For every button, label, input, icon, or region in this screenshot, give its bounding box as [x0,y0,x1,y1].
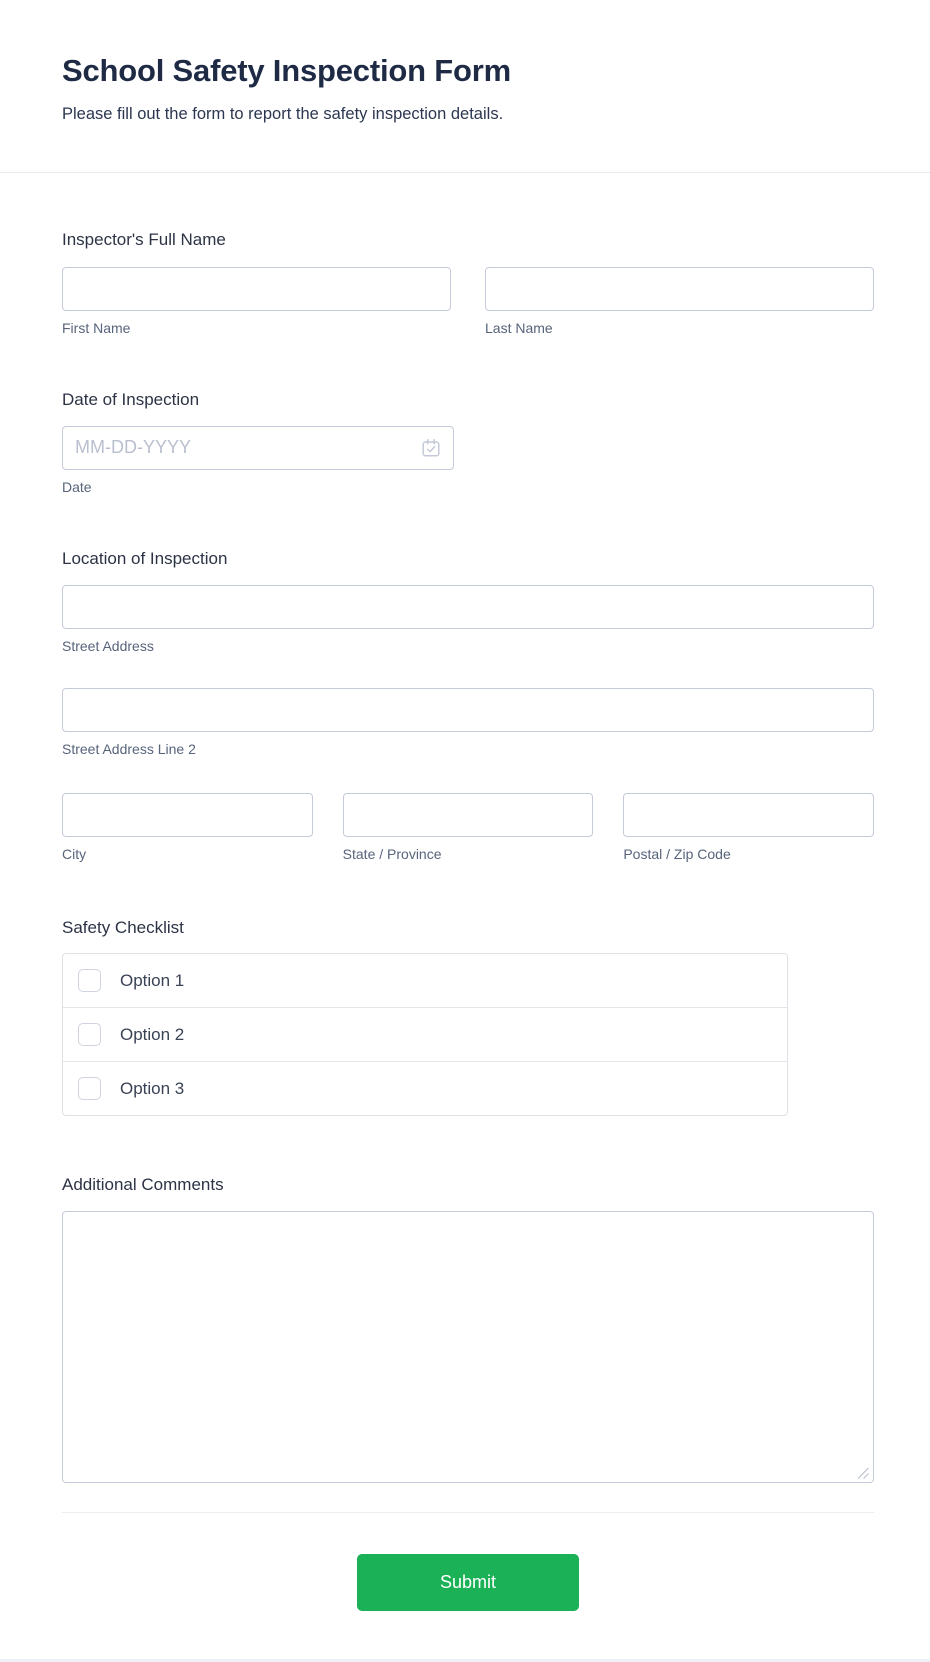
state-col [343,793,594,863]
section-inspection-date [62,387,874,496]
postal-input[interactable] [623,793,874,837]
section-safety-checklist [62,915,874,1116]
additional-comments-textarea[interactable] [62,1211,874,1483]
street-address2-input[interactable] [62,688,874,732]
checkbox-option-3[interactable] [78,1077,101,1100]
section-inspector-name [62,227,874,337]
street-address-sublabel: Street Address [62,638,154,654]
first-name-input[interactable] [62,267,451,311]
checkbox-option-1-label: Option 1 [120,970,185,990]
inspector-name-label: Inspector's Full Name [62,230,226,249]
submit-button[interactable]: Submit [357,1554,579,1611]
date-sublabel: Date [62,479,92,495]
last-name-sublabel: Last Name [485,320,553,336]
inspection-date-label: Date of Inspection [62,390,200,409]
city-sublabel: City [62,846,87,862]
city-input[interactable] [62,793,313,837]
form-subtitle: Please fill out the form to report the safety inspection details. [62,105,504,123]
date-field [62,426,454,470]
form-header [0,0,930,173]
checkbox-option-3-label: Option 3 [120,1078,185,1098]
form-title: School Safety Inspection Form [62,53,511,88]
street-address2-wrap [62,688,874,758]
date-input[interactable] [62,426,454,470]
checklist-option-1[interactable] [63,954,787,1008]
first-name-sublabel: First Name [62,320,131,336]
location-label: Location of Inspection [62,549,228,568]
comments-wrap [62,1211,874,1483]
submit-row [62,1554,874,1611]
state-sublabel: State / Province [342,846,442,862]
first-name-col [62,267,451,337]
section-location [62,546,874,863]
section-additional-comments [62,1172,874,1483]
last-name-col [485,267,874,337]
checkbox-option-2-label: Option 2 [120,1024,185,1044]
safety-checklist-label: Safety Checklist [62,918,184,937]
checkbox-option-2[interactable] [78,1023,101,1046]
calendar-icon[interactable] [420,437,442,459]
resize-handle-icon[interactable] [858,1466,869,1477]
city-col [62,793,313,863]
street-address2-sublabel: Street Address Line 2 [62,741,196,757]
state-input[interactable] [343,793,594,837]
checklist-box [62,953,788,1116]
postal-col [623,793,874,863]
checkbox-option-1[interactable] [78,969,101,992]
footer-divider [62,1512,874,1513]
additional-comments-label: Additional Comments [62,1175,224,1194]
postal-sublabel: Postal / Zip Code [623,846,731,862]
checklist-option-3[interactable] [63,1062,787,1115]
street-address-wrap [62,585,874,655]
form-body [0,227,930,1611]
street-address-input[interactable] [62,585,874,629]
last-name-input[interactable] [485,267,874,311]
checklist-option-2[interactable] [63,1008,787,1062]
